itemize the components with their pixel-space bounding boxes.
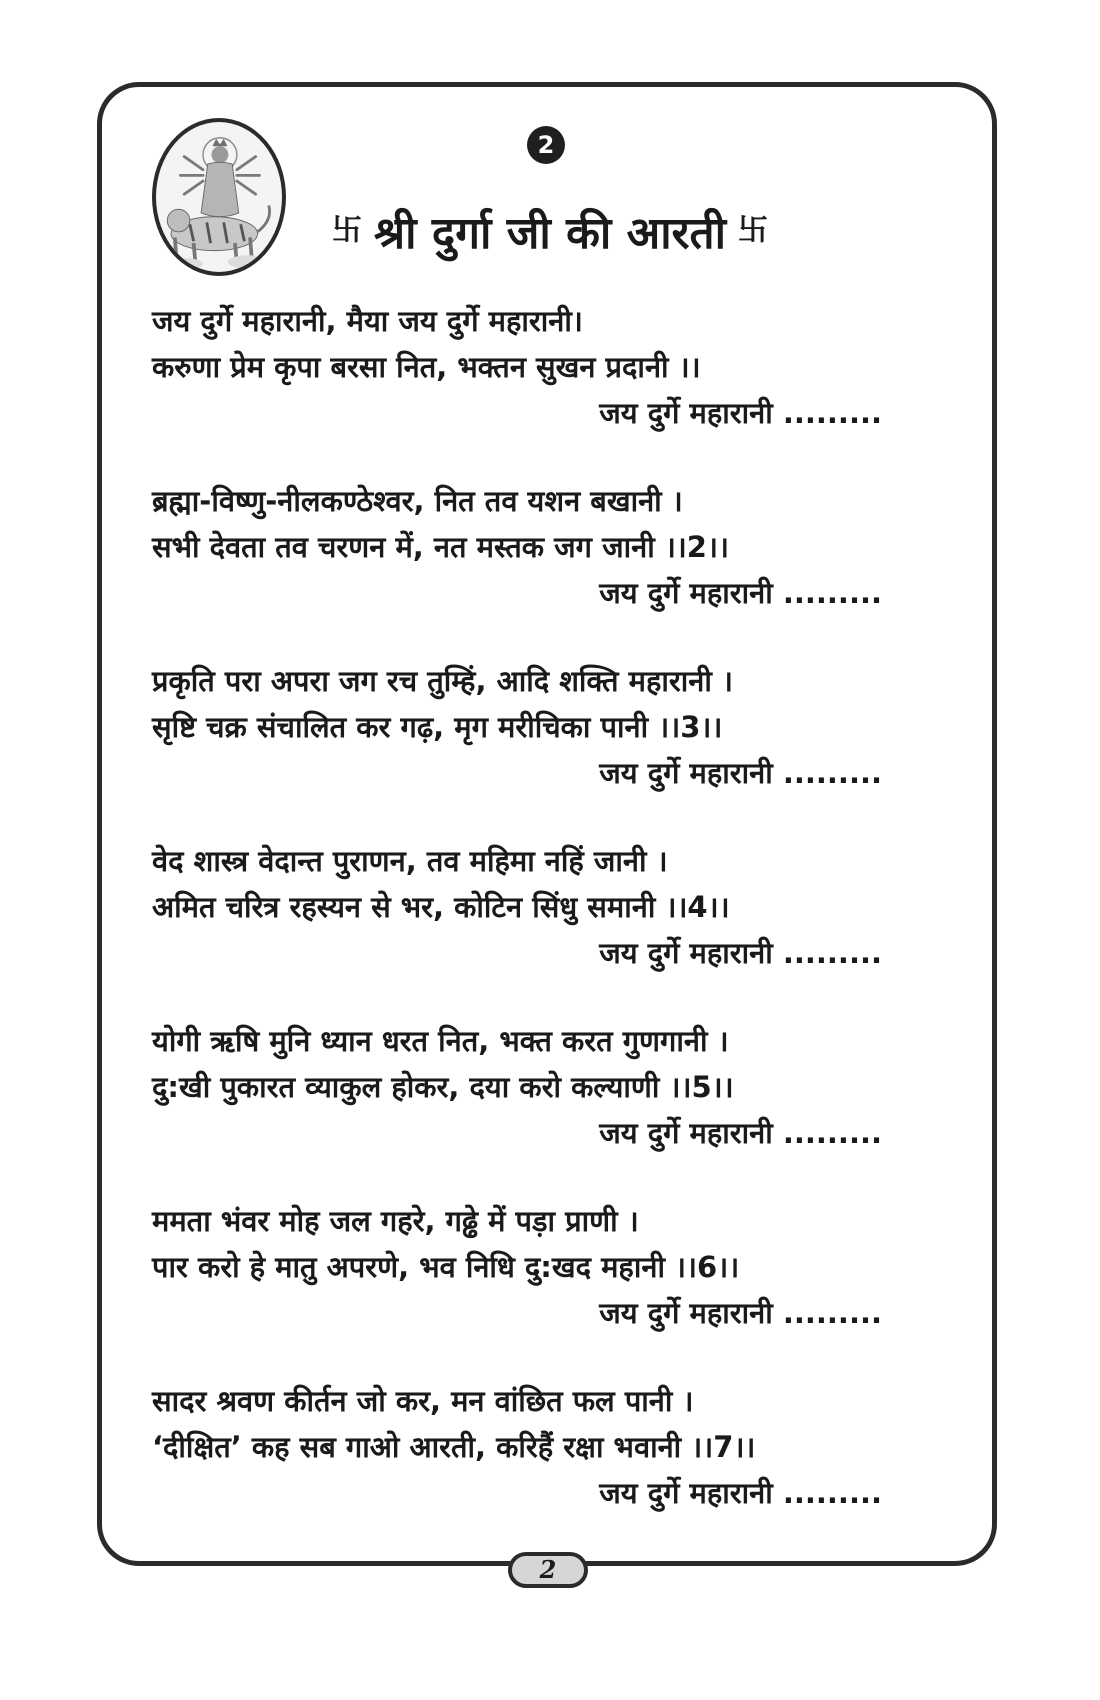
- verse-line: ममता भंवर मोह जल गहरे, गढ्ढे में पड़ा प्राणी ।: [152, 1204, 639, 1238]
- verse-line: जय दुर्गे महारानी, मैया जय दुर्गे महारानी।: [152, 304, 583, 338]
- stanza-2: [152, 478, 912, 616]
- stanza-5: [152, 1018, 912, 1156]
- stanza-7: [152, 1378, 912, 1516]
- stanza-1: [152, 298, 912, 436]
- verse-line: ब्रह्मा-विष्णु-नीलकण्ठेश्वर, नित तव यशन बखानी ।: [152, 484, 683, 518]
- refrain-line: जय दुर्गे महारानी .........: [599, 396, 882, 430]
- verse-line: अमित चरित्र रहस्यन से भर, कोटिन सिंधु समानी ।।4।।: [152, 890, 730, 924]
- verse-line: करुणा प्रेम कृपा बरसा नित, भक्तन सुखन प्रदानी ।।: [152, 350, 701, 384]
- refrain-line: जय दुर्गे महारानी .........: [599, 756, 882, 790]
- verse-line: सृष्टि चक्र संचालित कर गढ़, मृग मरीचिका पानी ।।3।।: [152, 710, 723, 744]
- stanza-3: [152, 658, 912, 796]
- refrain-line: जय दुर्गे महारानी .........: [599, 1116, 882, 1150]
- verse-line: पार करो हे मातु अपरणे, भव निधि दु:खद महानी ।।6।।: [152, 1250, 740, 1284]
- refrain-line: जय दुर्गे महारानी .........: [599, 1296, 882, 1330]
- verse-line: सभी देवता तव चरणन में, नत मस्तक जग जानी ।।2।।: [152, 530, 729, 564]
- verse-line: ‘दीक्षित’ कह सब गाओ आरती, करिहैं रक्षा भवानी ।।7।।: [152, 1430, 756, 1464]
- stanza-6: [152, 1198, 912, 1336]
- swastika-icon: 卐: [738, 213, 769, 248]
- refrain-line: जय दुर्गे महारानी .........: [599, 576, 882, 610]
- aarti-verses: [152, 298, 912, 1558]
- title-row: [300, 196, 800, 266]
- refrain-line: जय दुर्गे महारानी .........: [599, 936, 882, 970]
- verse-line: सादर श्रवण कीर्तन जो कर, मन वांछित फल पानी ।: [152, 1384, 694, 1418]
- footer-page-number: 2: [539, 1555, 557, 1584]
- swastika-icon: 卐: [331, 213, 362, 248]
- refrain-line: जय दुर्गे महारानी .........: [599, 1476, 882, 1510]
- verse-line: दु:खी पुकारत व्याकुल होकर, दया करो कल्याणी ।।5।।: [152, 1070, 734, 1104]
- verse-line: योगी ऋषि मुनि ध्यान धरत नित, भक्त करत गुणगानी ।: [152, 1024, 729, 1058]
- verse-line: प्रकृति परा अपरा जग रच तुम्हिं, आदि शक्ति महारानी ।: [152, 664, 733, 698]
- durga-medallion-image: [152, 118, 286, 276]
- stanza-4: [152, 838, 912, 976]
- footer-page-tab: [508, 1552, 588, 1588]
- page-badge: 2: [527, 126, 565, 164]
- verse-line: वेद शास्त्र वेदान्त पुराणन, तव महिमा नहिं जानी ।: [152, 844, 668, 878]
- page-title: श्री दुर्गा जी की आरती: [373, 208, 727, 259]
